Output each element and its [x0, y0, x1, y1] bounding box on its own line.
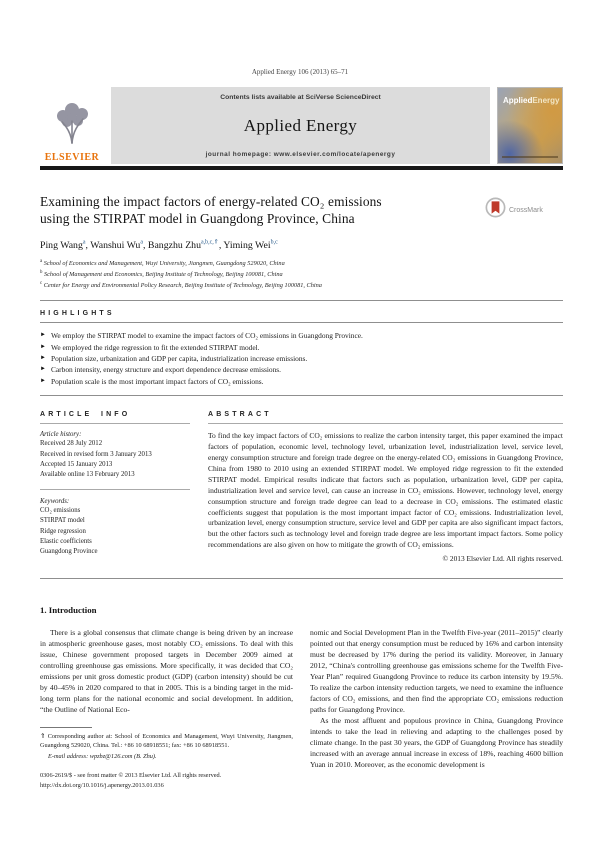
- cover-bottom-band: [502, 156, 558, 158]
- keyword-item: Ridge regression: [40, 527, 86, 535]
- bullet-arrow-icon: ►: [40, 354, 46, 361]
- keywords-label: Keywords:: [40, 498, 70, 506]
- journal-masthead: [111, 87, 490, 164]
- elsevier-wordmark: ELSEVIER: [44, 152, 100, 163]
- footnote-block: [40, 727, 293, 790]
- sciverse-link[interactable]: SciVerse ScienceDirect: [305, 94, 381, 101]
- intro-paragraph-left: There is a global consensus that climate change is being driven by an increase in atmospheric greenhouse gases, most notably CO₂ emissions. To deal with this issue, Chinese government proposed targets in December 2009 aimed at controlling greenhouse gas emissions. More specifically, it was decided that CO₂ emissions per unit gross domestic product (GDP) (carbon intensity) should be cut by 40–45% in 2020 compared to that in 2005. This is a binding target in the mid-long term plans for the national economic and social development. In addition, “the Outline of National Eco-: [40, 628, 293, 715]
- bullet-arrow-icon: ►: [40, 366, 46, 373]
- article-history-item: Accepted 15 January 2013: [40, 460, 113, 468]
- abstract-section: [208, 411, 563, 563]
- issn-line: 0306-2619/$ - see front matter © 2013 Elsevier Ltd. All rights reserved.: [40, 771, 222, 779]
- cover-word-applied: Applied: [503, 96, 533, 105]
- elsevier-logo: [40, 87, 104, 164]
- abstract-copyright: © 2013 Elsevier Ltd. All rights reserved.: [442, 554, 563, 564]
- authors-line: [40, 238, 563, 250]
- article-history-item: Received 28 July 2012: [40, 440, 103, 448]
- affiliation-item: $^c$ Center for Energy and Environmental Policy Research, Beijing Institute of Technology, Beijing 100081, China: [40, 280, 322, 289]
- keyword-item: CO₂ emissions: [40, 507, 81, 515]
- keyword-item: STIRPAT model: [40, 517, 85, 525]
- journal-title: Applied Energy: [243, 116, 358, 135]
- keywords-list: [40, 506, 190, 557]
- affiliation-item: $^a$ School of Economics and Management, Wuyi University, Jiangmen, Guangdong 529020, China: [40, 258, 285, 267]
- highlight-item: ► We employed the ridge regression to fit the extended STIRPAT model.: [40, 342, 260, 352]
- author: Wanshui Wu$^a$,: [90, 239, 148, 251]
- article-title: [40, 193, 485, 227]
- article-history-item: Received in revised form 3 January 2013: [40, 450, 152, 458]
- highlight-item: ► Population scale is the most important impact factors of CO₂ emissions.: [40, 376, 264, 386]
- affiliation-item: $^b$ School of Management and Economics, Beijing Institute of Technology, Beijing 100081, China: [40, 269, 283, 278]
- keyword-item: Guangdong Province: [40, 547, 98, 555]
- highlights-heading: HIGHLIGHTS: [40, 310, 115, 318]
- crossmark-label: CrossMark: [509, 206, 543, 214]
- corresponding-author-note: ⇑ Corresponding author at: School of Economics and Management, Wuyi University, Jiangmen, Guangdong 529020, China. Tel.: +86 10 68918551; fax: +86 10 68918551.: [40, 733, 293, 750]
- body-column-left: [40, 627, 293, 790]
- journal-cover-thumbnail: [497, 87, 563, 164]
- contents-line: [115, 94, 486, 101]
- highlights-list: [40, 330, 563, 387]
- email-link[interactable]: E-mail address: wpzbz@126.com (B. Zhu).: [48, 752, 157, 760]
- article-history-item: Available online 13 February 2013: [40, 470, 135, 478]
- author: Ping Wang$^a$,: [40, 239, 91, 251]
- header-divider-bar: [40, 166, 563, 170]
- article-title-line1: Examining the impact factors of energy-related CO₂ emissions: [40, 194, 382, 209]
- highlight-item: ► We employ the STIRPAT model to examine the impact factors of CO₂ emissions in Guangdong Province.: [40, 331, 363, 341]
- article-info-heading: ARTICLE INFO: [40, 411, 131, 419]
- author: Yiming Wei$^{b,c}$: [223, 239, 278, 251]
- bullet-arrow-icon: ►: [40, 377, 46, 384]
- journal-reference: Applied Energy 106 (2013) 65–71: [251, 68, 349, 76]
- cover-title: [503, 97, 559, 105]
- intro-paragraph-right-2: As the most affluent and populous province in China, Guangdong Province intends to take the lead in relieving and adapting to the challenges posed by climate change. In the past 30 years, the GDP of Guangdong Province has steadily increased with an average annual increase in excess of 18%, reaching 4600 billion Yuan in 2010. Moreover, as the economic development is: [310, 716, 563, 770]
- journal-header: [40, 87, 563, 164]
- author: Bangzhu Zhu$^{a,b,c,⇑}$,: [147, 239, 224, 251]
- publisher-block: [40, 771, 293, 791]
- article-history-list: [40, 439, 190, 480]
- crossmark-icon: [485, 197, 506, 223]
- abstract-text: To find the key impact factors of CO₂ emissions to realize the carbon intensity target, this paper examined the impact factors of population, economic level, technology level, urbanization level, industrialization level, service level, energy consumption structure and foreign trade degree on the energy-related CO₂ emissions in Guangdong Province, China from 1980 to 2010 using an extended STIRPAT model. We employed ridge regression to fit the extended STIRPAT model. Empirical results indicate that factors such as population, urbanization level, GDP per capita, industrialization level and service level, can cause an increase in CO₂ emissions. However, technology level, energy consumption structure and foreign trade degree can lead to a decrease in CO₂ emissions. The estimated elastic coefficients suggest that population is the most important impact factor of CO₂ emissions. Industrialization level, urbanization level, energy consumption structure, service level and GDP per capita are also significant impact factors, but the other factors such as technology level and foreign trade degree are less important impact factors. Some policy recommendations are also given on how to mitigate the growth of CO₂ emissions.: [208, 431, 563, 550]
- article-title-line2: using the STIRPAT model in Guangdong Province, China: [40, 211, 355, 227]
- contents-prefix: Contents lists available at: [220, 94, 306, 101]
- highlight-item: ► Carbon intensity, energy structure and export dependence decrease emissions.: [40, 365, 282, 375]
- journal-homepage-link[interactable]: journal homepage: www.elsevier.com/locate/apenergy: [205, 151, 396, 158]
- highlight-item: ► Population size, urbanization and GDP per capita, industrialization increase emissions.: [40, 353, 308, 363]
- doi-link[interactable]: http://dx.doi.org/10.1016/j.apenergy.2013.01.036: [40, 781, 164, 789]
- intro-paragraph-right-1: nomic and Social Development Plan in the Twelfth Five-year (2011–2015)” clearly pointed out that energy consumption must be reduced by 16% and carbon intensity must be decreased by 17% during the period its validity. Moreover, in January 2012, “China's controlling greenhouse gas emissions scheme for the Twelfth Five-Year Plan” required Guangdong Province to reduce its carbon intensity by 19.5%. To realize the carbon intensity reduction targets, we need to examine the influence factors of CO₂ emissions, and then find the appropriate CO₂ emissions reduction paths for Guangdong Province.: [310, 628, 563, 715]
- keyword-item: Elastic coefficients: [40, 537, 92, 545]
- affiliations: [40, 258, 563, 291]
- bullet-arrow-icon: ►: [40, 343, 46, 350]
- elsevier-tree-icon: [52, 102, 92, 151]
- introduction-heading: 1. Introduction: [40, 605, 97, 616]
- body-column-right: [310, 627, 563, 790]
- abstract-heading: ABSTRACT: [208, 411, 272, 419]
- article-history-label: Article history:: [40, 431, 82, 439]
- cover-word-energy: Energy: [532, 96, 560, 105]
- bullet-arrow-icon: ►: [40, 332, 46, 339]
- article-info-section: [40, 411, 190, 563]
- crossmark-badge[interactable]: [485, 197, 563, 223]
